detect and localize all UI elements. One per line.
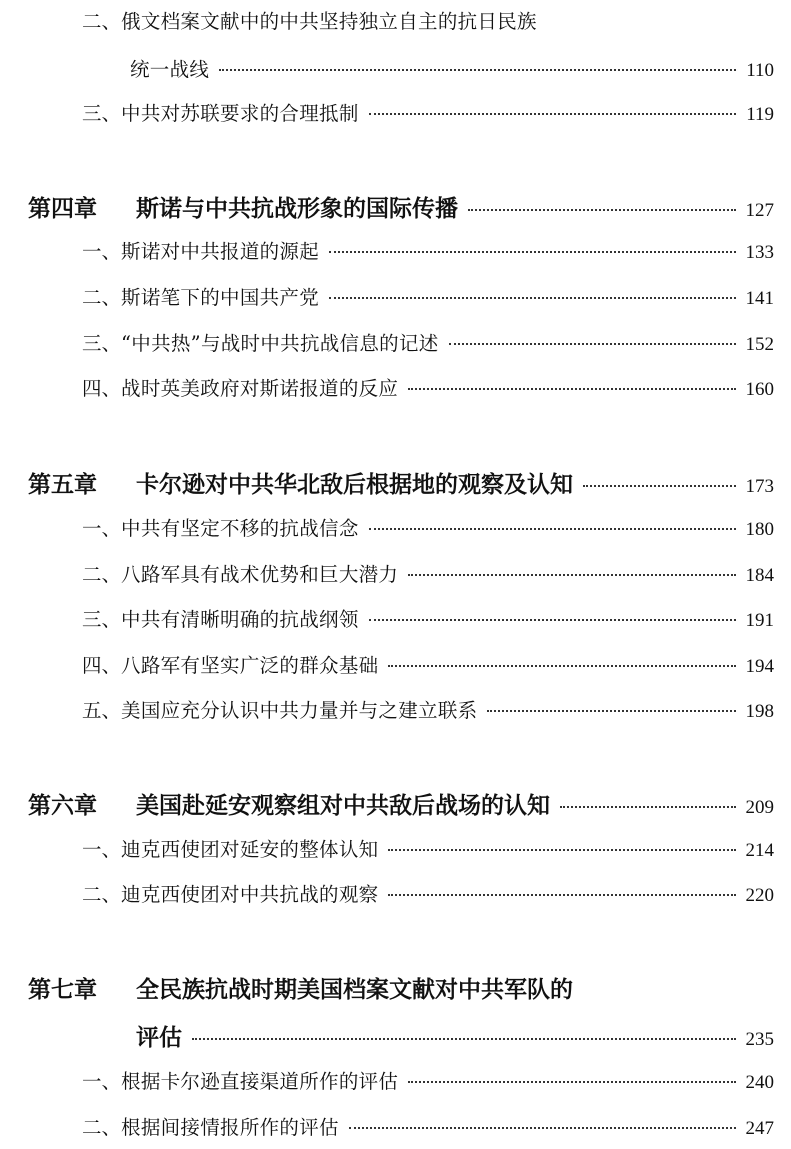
toc-entry[interactable] bbox=[82, 604, 774, 632]
chapter-label: 第六章 bbox=[28, 793, 97, 819]
section-number: 一、 bbox=[82, 838, 122, 861]
toc-entry[interactable] bbox=[82, 695, 774, 723]
toc-entry[interactable] bbox=[82, 1066, 774, 1094]
page-number: 133 bbox=[745, 242, 774, 263]
page-number: 191 bbox=[745, 610, 774, 631]
toc-entry[interactable] bbox=[82, 834, 774, 862]
page-number: 235 bbox=[745, 1029, 774, 1050]
section-title: 根据卡尔逊直接渠道所作的评估 bbox=[121, 1070, 399, 1093]
section-title: 中共有坚定不移的抗战信念 bbox=[121, 517, 359, 540]
leader-dots bbox=[487, 710, 735, 712]
chapter-title: 美国赴延安观察组对中共敌后战场的认知 bbox=[136, 793, 550, 819]
page-number: 194 bbox=[745, 656, 774, 677]
page-number: 152 bbox=[745, 334, 774, 355]
section-number: 二、 bbox=[82, 563, 122, 586]
section-number: 三、 bbox=[82, 102, 122, 125]
section-title: 中共对苏联要求的合理抵制 bbox=[121, 102, 359, 125]
chapter-title: 斯诺与中共抗战形象的国际传播 bbox=[136, 196, 458, 222]
chapter-label: 第七章 bbox=[28, 977, 97, 1003]
leader-dots bbox=[329, 297, 735, 299]
section-number: 四、 bbox=[82, 377, 122, 400]
section-number: 三、 bbox=[82, 608, 122, 631]
page-number: 214 bbox=[745, 840, 774, 861]
leader-dots bbox=[329, 251, 735, 253]
section-title: 根据间接情报所作的评估 bbox=[121, 1116, 339, 1139]
page-number: 173 bbox=[745, 476, 774, 497]
toc-entry[interactable] bbox=[82, 559, 774, 587]
section-title: 中共有清晰明确的抗战纲领 bbox=[121, 608, 359, 631]
toc-entry[interactable] bbox=[82, 513, 774, 541]
section-title: 八路军具有战术优势和巨大潜力 bbox=[121, 563, 399, 586]
leader-dots bbox=[388, 894, 735, 896]
leader-dots bbox=[388, 849, 735, 851]
toc-entry[interactable] bbox=[82, 373, 774, 401]
chapter-title: 全民族抗战时期美国档案文献对中共军队的 bbox=[136, 977, 573, 1003]
page-number: 180 bbox=[745, 519, 774, 540]
section-title: 迪克西使团对延安的整体认知 bbox=[121, 838, 379, 861]
chapter-title: 卡尔逊对中共华北敌后根据地的观察及认知 bbox=[136, 472, 573, 498]
page-number: 247 bbox=[745, 1118, 774, 1139]
page-number: 160 bbox=[745, 379, 774, 400]
section-number: 五、 bbox=[82, 699, 122, 722]
leader-dots bbox=[468, 209, 736, 211]
leader-dots bbox=[369, 619, 736, 621]
chapter-label: 第五章 bbox=[28, 472, 97, 498]
toc-entry bbox=[82, 6, 774, 34]
leader-dots bbox=[349, 1127, 736, 1129]
toc-chapter[interactable] bbox=[28, 787, 774, 820]
section-number: 二、 bbox=[82, 286, 122, 309]
section-title: 八路军有坚实广泛的群众基础 bbox=[121, 654, 379, 677]
toc-entry[interactable] bbox=[82, 236, 774, 264]
leader-dots bbox=[408, 574, 735, 576]
page-number: 209 bbox=[745, 797, 774, 818]
page-number: 184 bbox=[745, 565, 774, 586]
leader-dots bbox=[449, 343, 736, 345]
section-title: 战时英美政府对斯诺报道的反应 bbox=[121, 377, 399, 400]
page-number: 119 bbox=[746, 104, 774, 125]
leader-dots bbox=[583, 485, 736, 487]
section-title: 统一战线 bbox=[130, 58, 210, 81]
toc-entry[interactable] bbox=[82, 879, 774, 907]
section-title: 斯诺笔下的中国共产党 bbox=[121, 286, 320, 309]
leader-dots bbox=[560, 806, 736, 808]
page-number: 198 bbox=[745, 701, 774, 722]
page-number: 110 bbox=[746, 60, 774, 81]
section-number: 一、 bbox=[82, 1070, 122, 1093]
section-title: 美国应充分认识中共力量并与之建立联系 bbox=[121, 699, 478, 722]
leader-dots bbox=[219, 69, 736, 71]
toc-chapter bbox=[28, 971, 774, 1004]
page-number: 240 bbox=[745, 1072, 774, 1093]
toc-entry[interactable] bbox=[82, 650, 774, 678]
toc-entry[interactable] bbox=[130, 54, 774, 82]
leader-dots bbox=[369, 528, 736, 530]
leader-dots bbox=[369, 113, 737, 115]
chapter-label: 第四章 bbox=[28, 196, 97, 222]
toc-entry[interactable] bbox=[82, 328, 774, 356]
leader-dots bbox=[408, 388, 735, 390]
leader-dots bbox=[192, 1038, 736, 1040]
section-number: 二、 bbox=[82, 1116, 122, 1139]
toc-chapter[interactable] bbox=[28, 190, 774, 223]
toc-entry[interactable] bbox=[82, 282, 774, 310]
section-number: 二、 bbox=[82, 10, 122, 33]
section-number: 三、 bbox=[82, 332, 122, 355]
leader-dots bbox=[408, 1081, 735, 1083]
section-title: 斯诺对中共报道的源起 bbox=[121, 240, 320, 263]
chapter-title: 评估 bbox=[136, 1025, 182, 1051]
toc-entry[interactable] bbox=[82, 98, 774, 126]
page-number: 220 bbox=[745, 885, 774, 906]
section-title: “中共热”与战时中共抗战信息的记述 bbox=[121, 332, 439, 355]
toc-entry[interactable] bbox=[82, 1112, 774, 1140]
section-number: 一、 bbox=[82, 517, 122, 540]
section-number: 四、 bbox=[82, 654, 122, 677]
leader-dots bbox=[388, 665, 735, 667]
page-number: 127 bbox=[745, 200, 774, 221]
section-title: 迪克西使团对中共抗战的观察 bbox=[121, 883, 379, 906]
section-number: 一、 bbox=[82, 240, 122, 263]
toc-chapter[interactable] bbox=[136, 1019, 774, 1052]
section-number: 二、 bbox=[82, 883, 122, 906]
page-number: 141 bbox=[745, 288, 774, 309]
section-title: 俄文档案文献中的中共坚持独立自主的抗日民族 bbox=[121, 10, 537, 33]
toc-chapter[interactable] bbox=[28, 466, 774, 499]
